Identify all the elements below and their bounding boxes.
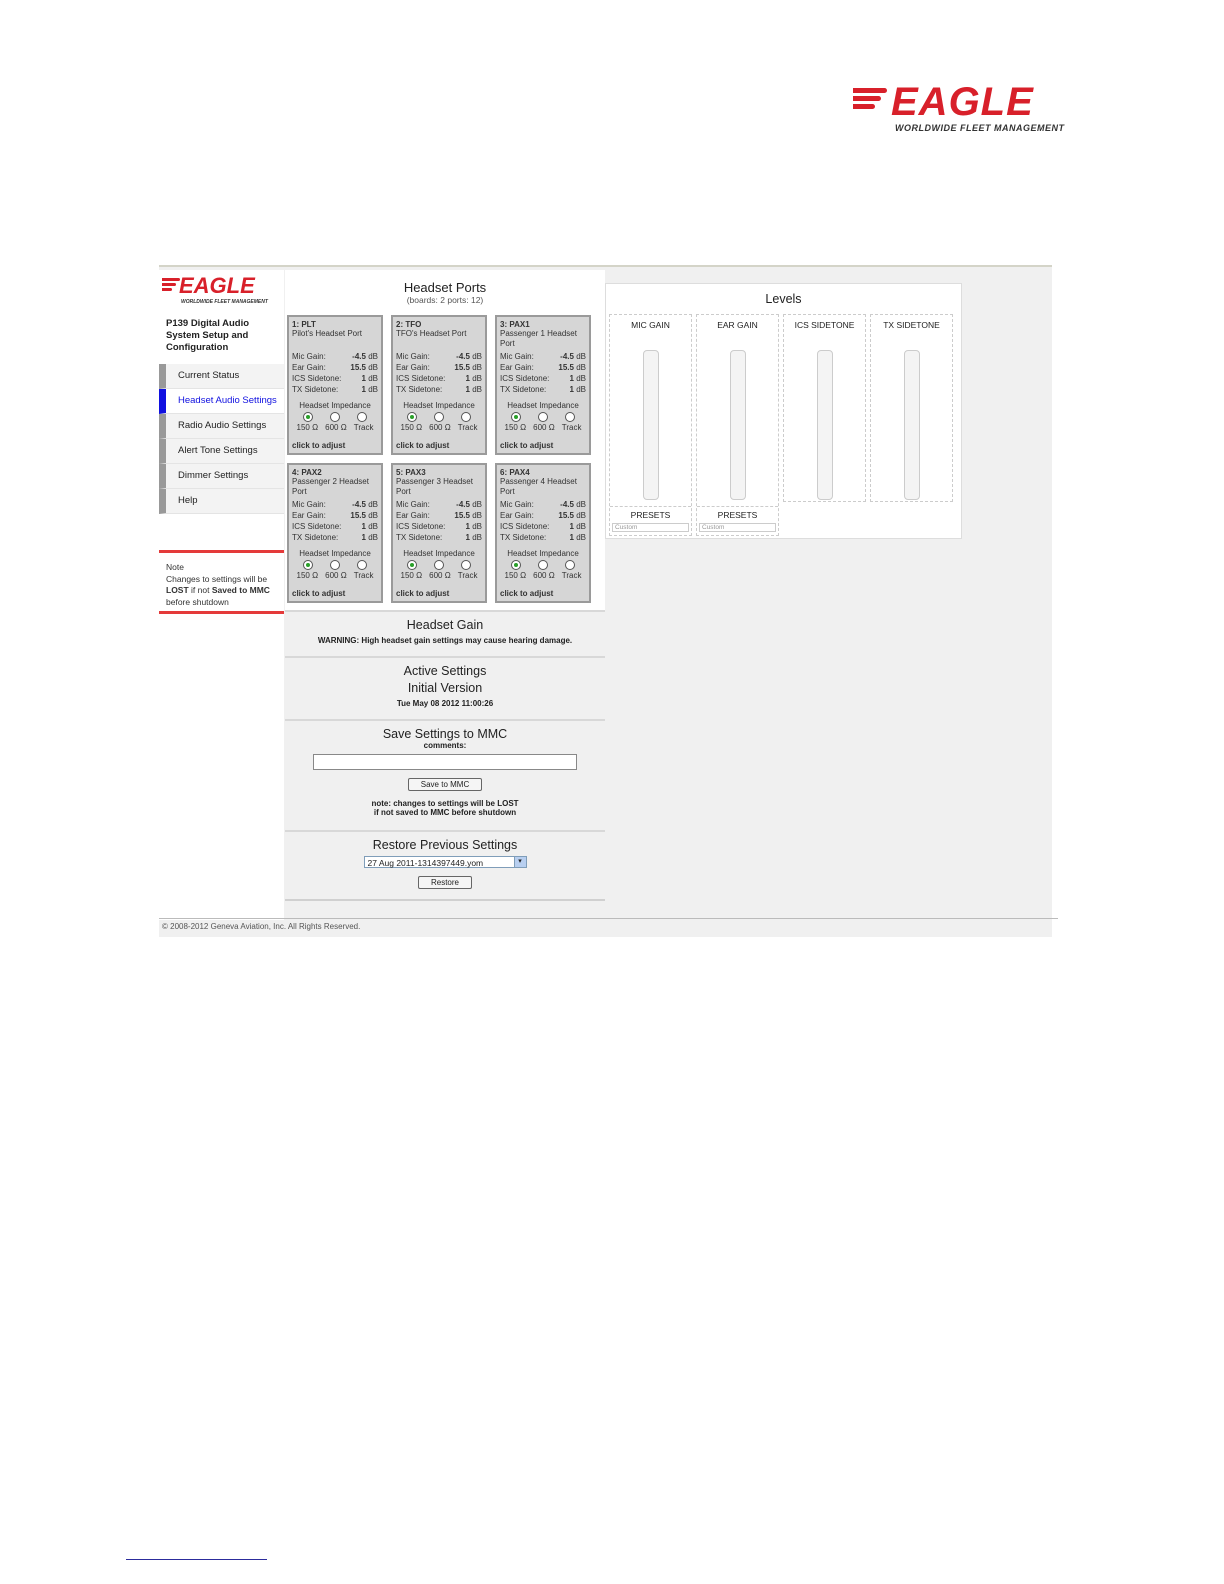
- main-panel: [285, 270, 605, 901]
- gain-label: ICS Sidetone:: [500, 522, 550, 531]
- headset-gain-warning: WARNING: High headset gain settings may cause hearing damage.: [317, 636, 573, 645]
- impedance-option-labels: [497, 570, 589, 581]
- note-lost: LOST: [166, 585, 189, 595]
- gain-label: ICS Sidetone:: [500, 374, 550, 383]
- gain-value: 15.5 dB: [558, 363, 586, 372]
- presets-label: PRESETS: [697, 506, 778, 520]
- radio-label: Track: [561, 571, 582, 580]
- impedance-track-radio[interactable]: [357, 560, 367, 570]
- click-to-adjust[interactable]: click to adjust: [292, 441, 346, 450]
- impedance-150-radio[interactable]: [511, 560, 521, 570]
- port-description: Pilot's Headset Port: [292, 329, 363, 338]
- gain-label: TX Sidetone:: [292, 385, 339, 394]
- radio-label: 150 Ω: [400, 571, 423, 580]
- impedance-label: Headset Impedance: [507, 401, 579, 410]
- gain-row: [497, 499, 589, 510]
- level-column-ear-gain: [696, 314, 779, 536]
- gain-value: 1 dB: [465, 533, 482, 542]
- level-column-tx-sidetone: [870, 314, 953, 502]
- click-to-adjust[interactable]: click to adjust: [500, 441, 554, 450]
- click-to-adjust[interactable]: click to adjust: [396, 441, 450, 450]
- gain-value: 1 dB: [361, 533, 378, 542]
- sidebar-item-radio-audio[interactable]: Radio Audio Settings: [159, 414, 284, 439]
- gain-label: TX Sidetone:: [396, 385, 443, 394]
- radio-label: Track: [457, 571, 478, 580]
- note-heading: Note: [166, 562, 184, 572]
- impedance-track-radio[interactable]: [565, 560, 575, 570]
- mic-gain-slider[interactable]: [643, 350, 659, 500]
- gain-label: TX Sidetone:: [292, 533, 339, 542]
- port-card[interactable]: [287, 463, 383, 603]
- gain-row: [393, 351, 485, 362]
- sidebar-item-headset-audio[interactable]: Headset Audio Settings: [159, 389, 284, 414]
- port-description: Passenger 2 Headset Port: [292, 477, 369, 496]
- gain-label: Ear Gain:: [396, 363, 430, 372]
- impedance-track-radio[interactable]: [461, 560, 471, 570]
- gain-label: Mic Gain:: [396, 352, 430, 361]
- note-line1: Changes to settings will be: [166, 573, 268, 584]
- gain-value: -4.5 dB: [456, 352, 482, 361]
- gain-value: -4.5 dB: [456, 500, 482, 509]
- port-id: 1: PLT: [292, 320, 316, 329]
- port-description: TFO's Headset Port: [396, 329, 467, 338]
- sidebar-item-alert-tone[interactable]: Alert Tone Settings: [159, 439, 284, 464]
- port-card[interactable]: [495, 315, 591, 455]
- gain-row: [289, 384, 381, 395]
- gain-label: Ear Gain:: [500, 363, 534, 372]
- gain-row: [289, 351, 381, 362]
- gain-row: [497, 384, 589, 395]
- note-line2: [166, 585, 277, 597]
- port-id: 3: PAX1: [500, 320, 530, 329]
- gain-value: 15.5 dB: [454, 511, 482, 520]
- gain-value: -4.5 dB: [352, 352, 378, 361]
- gain-label: Mic Gain:: [292, 500, 326, 509]
- sidebar: [159, 270, 284, 920]
- impedance-options: [289, 410, 381, 422]
- port-card[interactable]: [391, 463, 487, 603]
- gain-value: 1 dB: [465, 385, 482, 394]
- radio-label: 600 Ω: [429, 571, 451, 580]
- ear-gain-preset-select[interactable]: Custom: [699, 523, 776, 532]
- gain-row: [289, 373, 381, 384]
- restore-select[interactable]: [364, 856, 527, 868]
- radio-label: 150 Ω: [296, 423, 319, 432]
- gain-label: Ear Gain:: [292, 511, 326, 520]
- gain-row: [393, 532, 485, 543]
- impedance-600-radio[interactable]: [434, 412, 444, 422]
- radio-label: 600 Ω: [533, 423, 555, 432]
- radio-label: 150 Ω: [504, 571, 527, 580]
- impedance-150-radio[interactable]: [407, 412, 417, 422]
- radio-label: 600 Ω: [325, 571, 347, 580]
- port-id: 6: PAX4: [500, 468, 530, 477]
- save-note: [159, 550, 284, 614]
- gain-row: [497, 362, 589, 373]
- gain-value: -4.5 dB: [560, 352, 586, 361]
- gain-value: -4.5 dB: [352, 500, 378, 509]
- save-section: [285, 719, 605, 830]
- gain-value: 1 dB: [361, 522, 378, 531]
- gain-value: 1 dB: [569, 522, 586, 531]
- impedance-150-radio[interactable]: [511, 412, 521, 422]
- app-screenshot: [159, 265, 1052, 937]
- gain-row: [393, 373, 485, 384]
- gain-label: ICS Sidetone:: [396, 522, 446, 531]
- headset-ports-subtitle: (boards: 2 ports: 12): [406, 295, 484, 305]
- gain-value: 15.5 dB: [454, 363, 482, 372]
- headset-ports-title: Headset Ports: [403, 280, 487, 295]
- impedance-label: Headset Impedance: [299, 549, 371, 558]
- brand-name: EAGLE: [891, 80, 1034, 124]
- gain-value: 1 dB: [569, 374, 586, 383]
- port-card[interactable]: [391, 315, 487, 455]
- headset-ports-panel: [285, 270, 605, 610]
- impedance-option-labels: [289, 570, 381, 581]
- radio-label: Track: [457, 423, 478, 432]
- gain-row: [393, 384, 485, 395]
- gain-value: 15.5 dB: [350, 363, 378, 372]
- gain-label: Mic Gain:: [500, 500, 534, 509]
- impedance-option-labels: [393, 570, 485, 581]
- save-title: Save Settings to MMC: [382, 727, 508, 741]
- note-mid: if not: [188, 585, 212, 595]
- gain-row: [289, 362, 381, 373]
- sidebar-item-dimmer[interactable]: Dimmer Settings: [159, 464, 284, 489]
- restore-selected-value: 27 Aug 2011-1314397449.yom: [367, 858, 484, 868]
- ics-sidetone-slider[interactable]: [817, 350, 833, 500]
- radio-label: Track: [561, 423, 582, 432]
- brand-logo: [853, 80, 1079, 136]
- gain-label: ICS Sidetone:: [396, 374, 446, 383]
- headset-gain-section: [285, 610, 605, 656]
- sidebar-title: P139 Digital Audio System Setup and Configuration: [166, 318, 250, 353]
- impedance-options: [497, 558, 589, 570]
- brand-tagline: WORLDWIDE FLEET MANAGEMENT: [895, 123, 1065, 133]
- impedance-options: [289, 558, 381, 570]
- gain-label: TX Sidetone:: [500, 385, 547, 394]
- impedance-label: Headset Impedance: [507, 549, 579, 558]
- sidebar-brand-name: EAGLE: [179, 273, 255, 298]
- gain-label: Mic Gain:: [396, 500, 430, 509]
- save-note-1: note: changes to settings will be LOST: [371, 799, 519, 808]
- impedance-label: Headset Impedance: [403, 401, 475, 410]
- ear-gain-slider[interactable]: [730, 350, 746, 500]
- gain-row: [393, 499, 485, 510]
- radio-label: 150 Ω: [504, 423, 527, 432]
- radio-label: Track: [353, 571, 374, 580]
- level-label: MIC GAIN: [631, 320, 670, 330]
- gain-value: 1 dB: [361, 374, 378, 383]
- gain-label: Mic Gain:: [500, 352, 534, 361]
- impedance-600-radio[interactable]: [538, 560, 548, 570]
- levels-title: Levels: [765, 292, 802, 306]
- gain-value: 15.5 dB: [350, 511, 378, 520]
- gain-label: Ear Gain:: [500, 511, 534, 520]
- gain-row: [289, 521, 381, 532]
- comments-input[interactable]: [313, 754, 577, 770]
- port-description: Passenger 1 Headset Port: [500, 329, 577, 348]
- gain-row: [393, 510, 485, 521]
- impedance-600-radio[interactable]: [330, 412, 340, 422]
- click-to-adjust[interactable]: click to adjust: [500, 589, 554, 598]
- level-column-mic-gain: [609, 314, 692, 536]
- headset-gain-title: Headset Gain: [406, 618, 484, 632]
- gain-label: TX Sidetone:: [396, 533, 443, 542]
- gain-row: [393, 521, 485, 532]
- note-saved: Saved to MMC: [211, 585, 270, 595]
- radio-label: 150 Ω: [296, 571, 319, 580]
- sidebar-item-current-status[interactable]: Current Status: [159, 364, 284, 389]
- impedance-label: Headset Impedance: [403, 549, 475, 558]
- gain-label: ICS Sidetone:: [292, 522, 342, 531]
- impedance-600-radio[interactable]: [434, 560, 444, 570]
- impedance-options: [497, 410, 589, 422]
- impedance-track-radio[interactable]: [565, 412, 575, 422]
- gain-row: [289, 510, 381, 521]
- level-label: ICS SIDETONE: [794, 320, 855, 330]
- sidebar-brand-tagline: WORLDWIDE FLEET MANAGEMENT: [181, 299, 268, 305]
- comments-label: comments:: [423, 741, 467, 750]
- tx-sidetone-slider[interactable]: [904, 350, 920, 500]
- gain-value: 1 dB: [569, 385, 586, 394]
- gain-row: [393, 362, 485, 373]
- port-id: 2: TFO: [396, 320, 422, 329]
- gain-row: [289, 499, 381, 510]
- radio-label: 600 Ω: [325, 423, 347, 432]
- restore-button[interactable]: Restore: [418, 876, 472, 889]
- radio-label: 600 Ω: [533, 571, 555, 580]
- footer-copyright: © 2008-2012 Geneva Aviation, Inc. All Rights Reserved.: [159, 918, 1058, 934]
- impedance-option-labels: [393, 422, 485, 433]
- level-label: EAR GAIN: [717, 320, 758, 330]
- sidebar-nav: [159, 364, 284, 514]
- gain-value: 1 dB: [465, 522, 482, 531]
- radio-label: 150 Ω: [400, 423, 423, 432]
- impedance-600-radio[interactable]: [330, 560, 340, 570]
- gain-value: 15.5 dB: [558, 511, 586, 520]
- gain-label: Mic Gain:: [292, 352, 326, 361]
- gain-value: 1 dB: [465, 374, 482, 383]
- impedance-150-radio[interactable]: [303, 412, 313, 422]
- impedance-options: [393, 558, 485, 570]
- gain-label: Ear Gain:: [292, 363, 326, 372]
- chevron-down-icon[interactable]: ▾: [514, 857, 526, 867]
- impedance-option-labels: [497, 422, 589, 433]
- level-label: TX SIDETONE: [883, 320, 940, 330]
- note-line3: before shutdown: [166, 596, 229, 607]
- port-id: 4: PAX2: [292, 468, 322, 477]
- port-id: 5: PAX3: [396, 468, 426, 477]
- port-description: Passenger 4 Headset Port: [500, 477, 577, 496]
- port-description: Passenger 3 Headset Port: [396, 477, 473, 496]
- port-card[interactable]: [287, 315, 383, 455]
- gain-row: [497, 521, 589, 532]
- impedance-label: Headset Impedance: [299, 401, 371, 410]
- impedance-600-radio[interactable]: [538, 412, 548, 422]
- active-settings-version: Initial Version: [407, 681, 483, 695]
- impedance-150-radio[interactable]: [303, 560, 313, 570]
- impedance-option-labels: [289, 422, 381, 433]
- restore-title: Restore Previous Settings: [372, 838, 518, 852]
- click-to-adjust[interactable]: click to adjust: [292, 589, 346, 598]
- mic-gain-preset-select[interactable]: Custom: [612, 523, 689, 532]
- wings-icon: [853, 88, 887, 112]
- gain-value: 1 dB: [361, 385, 378, 394]
- gain-row: [497, 373, 589, 384]
- radio-label: 600 Ω: [429, 423, 451, 432]
- gain-value: 1 dB: [569, 533, 586, 542]
- gain-value: -4.5 dB: [560, 500, 586, 509]
- save-note-2: if not saved to MMC before shutdown: [373, 808, 517, 817]
- gain-row: [497, 510, 589, 521]
- active-settings-title: Active Settings: [403, 664, 487, 678]
- impedance-options: [393, 410, 485, 422]
- level-column-ics-sidetone: [783, 314, 866, 502]
- gain-row: [289, 532, 381, 543]
- gain-label: ICS Sidetone:: [292, 374, 342, 383]
- sidebar-item-help[interactable]: Help: [159, 489, 284, 514]
- click-to-adjust[interactable]: click to adjust: [396, 589, 450, 598]
- presets-label: PRESETS: [610, 506, 691, 520]
- impedance-track-radio[interactable]: [357, 412, 367, 422]
- radio-label: Track: [353, 423, 374, 432]
- gain-label: TX Sidetone:: [500, 533, 547, 542]
- levels-panel: [605, 283, 962, 539]
- footer-link-line: [126, 1559, 267, 1560]
- active-settings-section: [285, 656, 605, 719]
- sidebar-logo: [159, 274, 284, 312]
- gain-row: [497, 351, 589, 362]
- impedance-150-radio[interactable]: [407, 560, 417, 570]
- gain-label: Ear Gain:: [396, 511, 430, 520]
- wings-icon: [162, 278, 180, 293]
- port-card[interactable]: [495, 463, 591, 603]
- impedance-track-radio[interactable]: [461, 412, 471, 422]
- save-to-mmc-button[interactable]: Save to MMC: [408, 778, 482, 791]
- restore-section: [285, 830, 605, 901]
- gain-row: [497, 532, 589, 543]
- active-settings-date: Tue May 08 2012 11:00:26: [396, 699, 494, 708]
